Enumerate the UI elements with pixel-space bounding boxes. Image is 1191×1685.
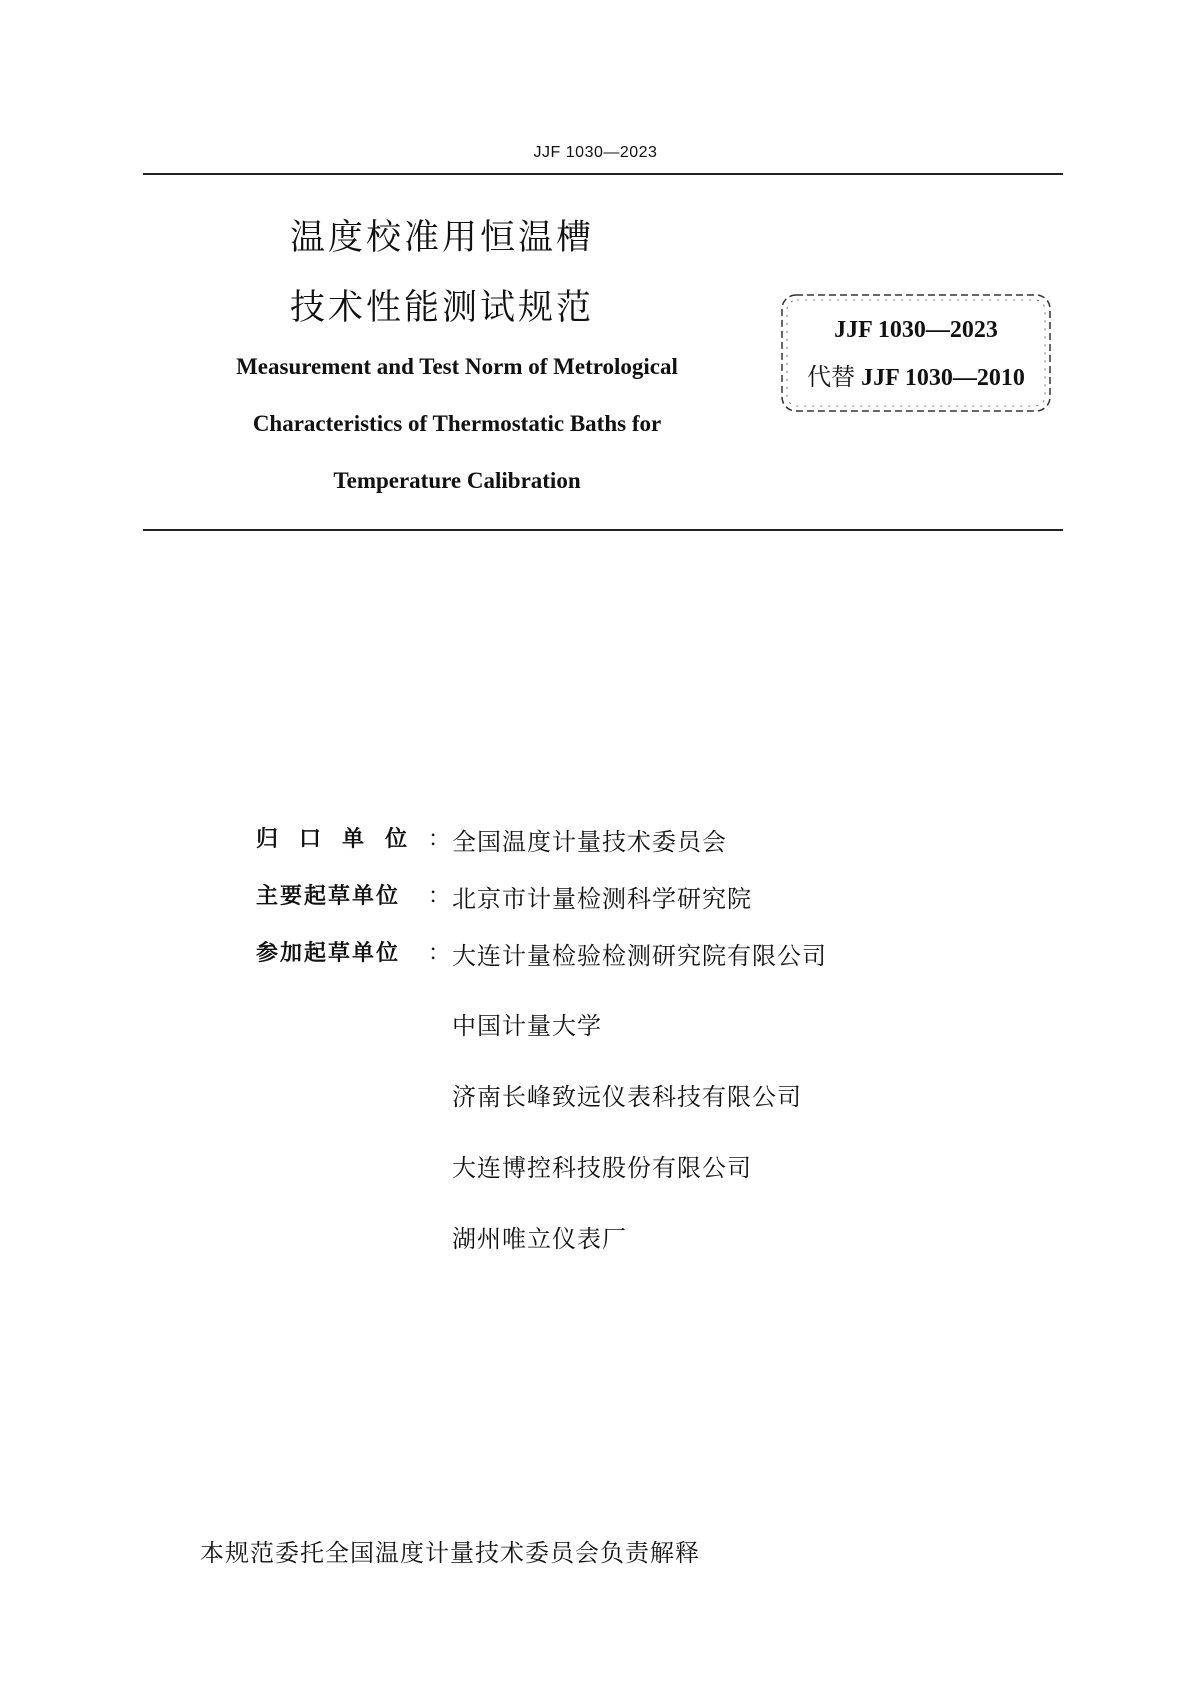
header-standard-code: JJF 1030—2023 (533, 144, 658, 161)
colon: ： (428, 941, 451, 966)
title-en-line-3: Temperature Calibration (333, 468, 581, 493)
participants-label: 参加起草单位 (256, 941, 401, 966)
participant-item: 大连博控科技股份有限公司 (452, 1154, 752, 1182)
responsible-unit-label: 归口单位 (256, 827, 429, 852)
title-cn-line-1: 温度校准用恒温槽 (290, 218, 595, 258)
title-en-line-2: Characteristics of Thermostatic Baths for (252, 411, 662, 436)
standard-code-box (778, 291, 1054, 415)
participant-item: 大连计量检验检测研究院有限公司 (452, 942, 827, 970)
responsible-unit-value: 全国温度计量技术委员会 (452, 828, 727, 856)
main-drafter-label: 主要起草单位 (256, 884, 401, 909)
participant-item: 中国计量大学 (452, 1012, 602, 1040)
bottom-rule (143, 529, 1063, 531)
colon: ： (428, 884, 451, 909)
current-code: JJF 1030—2023 (834, 317, 998, 343)
colon: ： (428, 827, 451, 852)
interpretation-note: 本规范委托全国温度计量技术委员会负责解释 (200, 1539, 700, 1567)
decorative-border (778, 291, 1054, 415)
main-drafter-value: 北京市计量检测科学研究院 (452, 885, 752, 913)
replaced-code-line (778, 357, 1054, 392)
replaced-code: JJF 1030—2010 (855, 365, 1025, 391)
participant-item: 济南长峰致远仪表科技有限公司 (452, 1083, 802, 1111)
participant-item: 湖州唯立仪表厂 (452, 1225, 627, 1253)
title-en-line-1: Measurement and Test Norm of Metrological (236, 354, 678, 379)
title-cn-line-2: 技术性能测试规范 (290, 288, 595, 328)
top-rule (143, 173, 1063, 175)
replace-label: 代替 (807, 363, 856, 391)
